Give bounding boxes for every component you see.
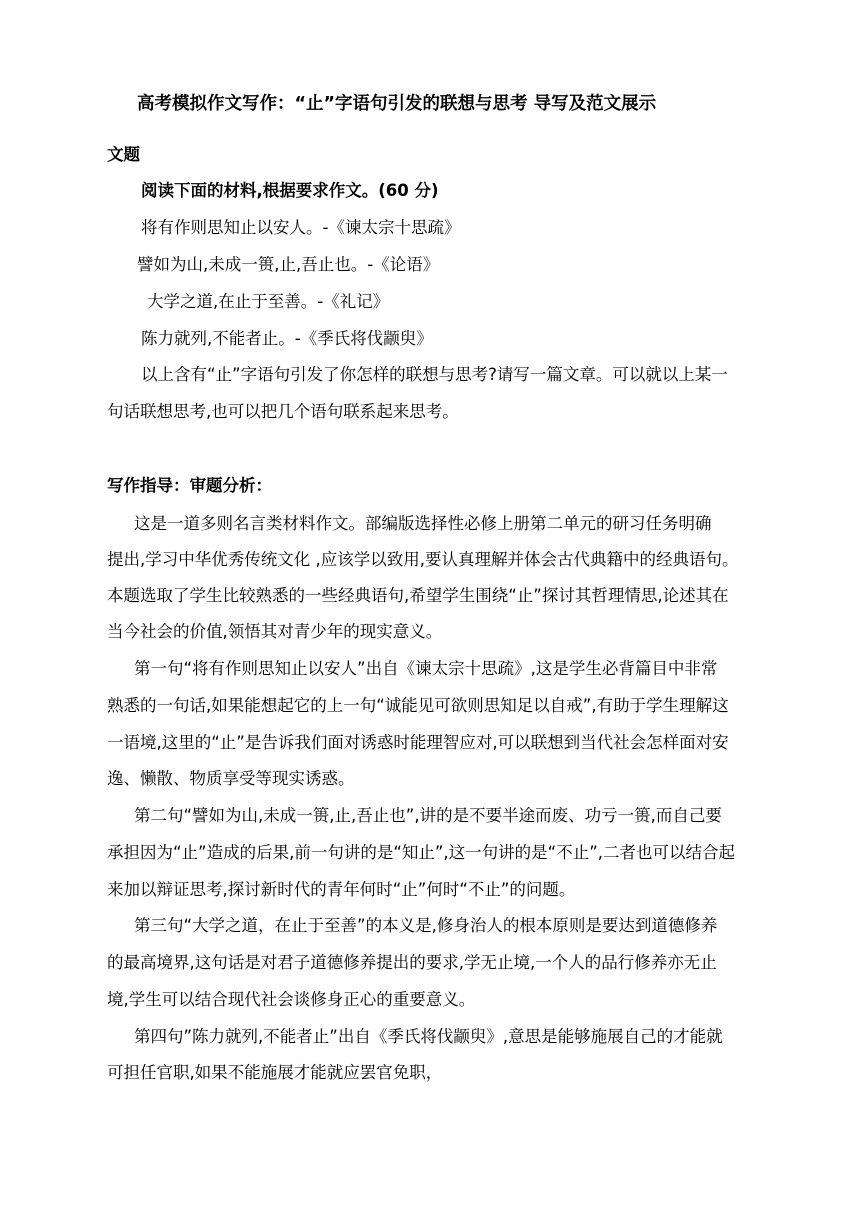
para3-line-2: 承担因为“止”造成的后果,前一句讲的是“知止”,这一句讲的是“不止”,二者也可以结合起 bbox=[107, 843, 736, 862]
para5-line-1: 第四句”陈力就列,不能者止”出自《季氏将伐颛臾》,意思是能够施展自己的才能就 bbox=[134, 1027, 723, 1046]
para2-line-2: 熟悉的一句话,如果能想起它的上一句“诚能见可欲则思知足以自戒”,有助于学生理解这 bbox=[107, 696, 729, 715]
quote-4: 陈力就列,不能者止。-《季氏将伐颛臾》 bbox=[141, 329, 433, 348]
para1-line-4: 当今社会的价值,领悟其对青少年的现实意义。 bbox=[107, 622, 443, 641]
para3-line-3: 来加以辩证思考,探讨新时代的青年何时“止”何时“不止”的问题。 bbox=[107, 880, 576, 899]
para5-line-2: 可担任官职,如果不能施展才能就应罢官免职， bbox=[107, 1063, 443, 1082]
para4-line-2: 的最高境界,这句话是对君子道德修养提出的要求,学无止境,一个人的品行修养亦无止 bbox=[107, 953, 717, 972]
section-label: 文题 bbox=[107, 145, 140, 164]
instruction-line-1: 以上含有“止”字语句引发了你怎样的联想与思考?请写一篇文章。可以就以上某一 bbox=[141, 365, 728, 384]
guide-heading: 写作指导：审题分析： bbox=[107, 476, 272, 495]
prompt-heading: 阅读下面的材料,根据要求作文。(60 分) bbox=[141, 181, 439, 200]
para4-line-3: 境,学生可以结合现代社会谈修身正心的重要意义。 bbox=[107, 990, 476, 1009]
quote-1: 将有作则思知止以安人。-《谏太宗十思疏》 bbox=[141, 218, 461, 237]
para1-line-2: 提出,学习中华优秀传统文化 ,应该学以致用,要认真理解并体会古代典籍中的经典语句。 bbox=[107, 550, 739, 569]
para4-line-1: 第三句“大学之道，在止于至善”的本义是,修身治人的根本原则是要达到道德修养 bbox=[134, 916, 718, 935]
instruction-line-2: 句话联想思考,也可以把几个语句联系起来思考。 bbox=[107, 402, 459, 421]
quote-3: 大学之道,在止于至善。-《礼记》 bbox=[147, 292, 390, 311]
document-title: 高考模拟作文写作：“止”字语句引发的联想与思考 导写及范文展示 bbox=[137, 94, 657, 114]
para2-line-3: 一语境,这里的“止”是告诉我们面对诱惑时能理智应对,可以联想到当代社会怎样面对安 bbox=[107, 733, 729, 752]
para2-line-1: 第一句“将有作则思知止以安人”出自《谏太宗十思疏》,这是学生必背篇目中非常 bbox=[134, 659, 718, 678]
para1-line-1: 这是一道多则名言类材料作文。部编版选择性必修上册第二单元的研习任务明确 bbox=[134, 514, 712, 533]
quote-2: 譬如为山,未成一篑,止,吾止也。-《论语》 bbox=[137, 255, 440, 274]
para1-line-3: 本题选取了学生比较熟悉的一些经典语句,希望学生围绕“止”探讨其哲理情思,论述其在 bbox=[107, 586, 729, 605]
para2-line-4: 逸、懒散、物质享受等现实诱惑。 bbox=[107, 769, 355, 788]
para3-line-1: 第二句“譬如为山,未成一篑,止,吾止也”,讲的是不要半途而废、功亏一篑,而自己要 bbox=[134, 806, 722, 825]
